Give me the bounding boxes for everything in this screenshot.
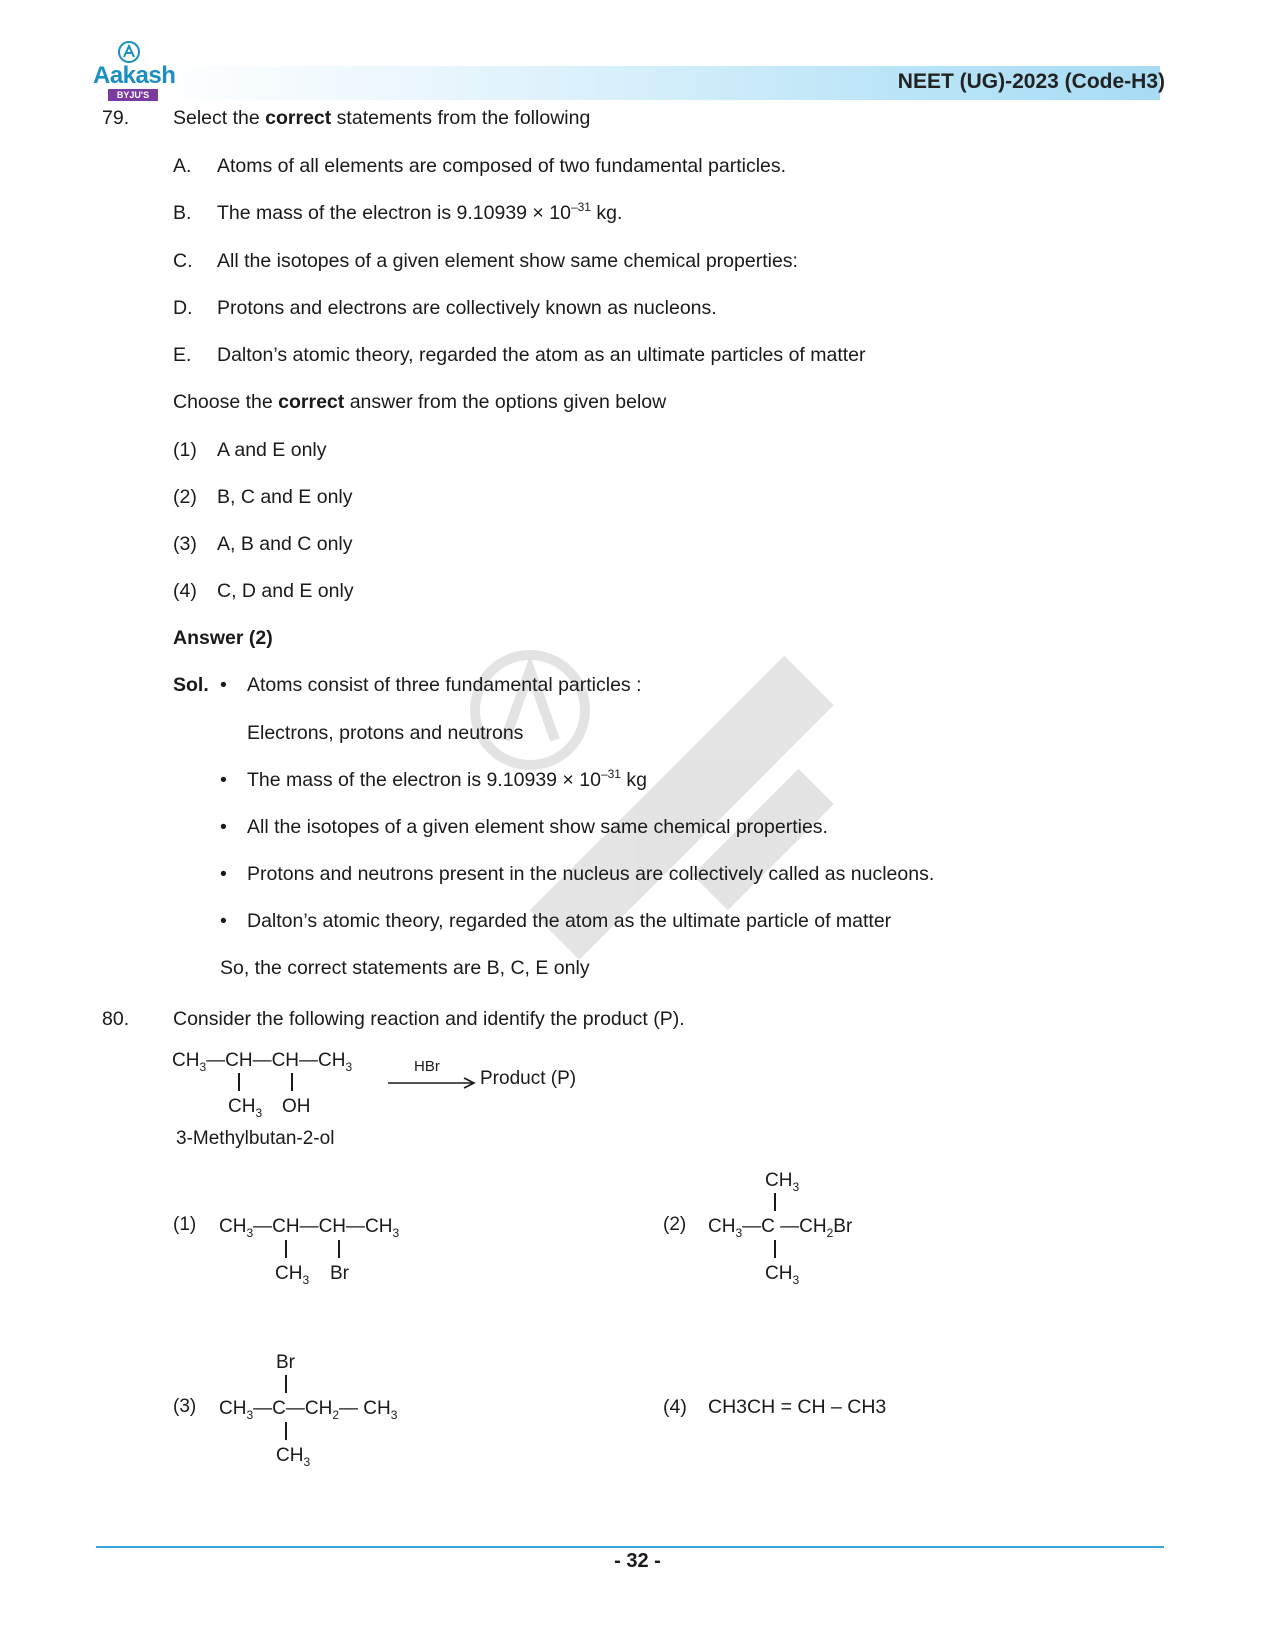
logo-badge: BYJU'S (108, 89, 158, 101)
option-label: (4) (663, 1396, 687, 1418)
solution-point: Atoms consist of three fundamental particles : (247, 674, 642, 696)
bond-line (338, 1240, 340, 1258)
logo-emblem-icon (117, 40, 141, 64)
bond-line (774, 1240, 776, 1258)
reaction-arrow-icon (388, 1077, 476, 1089)
structure-main-chain: $CH_3—C$ $—CH_2Br$ (708, 1216, 853, 1240)
option-label: (1) (173, 439, 197, 461)
solution-text-part: The mass of the electron is 9.10939 × 10 (247, 769, 601, 791)
stem-bold: correct (265, 107, 332, 129)
methyl-substituent: $CH_3$ (228, 1096, 263, 1120)
question-number: 80. (102, 1008, 130, 1030)
bottom-substituent: $CH_3$ (276, 1445, 311, 1469)
bond-line (285, 1375, 287, 1393)
statement-label: D. (173, 297, 193, 319)
statement-text: Protons and electrons are collectively known as nucleons. (217, 297, 717, 319)
reagent-label: HBr (414, 1058, 440, 1075)
statement-text: Atoms of all elements are composed of two fundamental particles. (217, 155, 787, 177)
answer: Answer (2) (173, 627, 273, 649)
top-substituent: $CH_3$ (765, 1170, 800, 1194)
statement-label: A. (173, 155, 192, 177)
statement-label: B. (173, 202, 192, 224)
option-text: C, D and E only (217, 580, 354, 602)
solution-point: Protons and neutrons present in the nucleus are collectively called as nucleons. (247, 863, 935, 885)
bullet-icon: • (220, 863, 227, 885)
statement-text-part: kg. (590, 202, 623, 224)
bullet-icon: • (220, 674, 227, 696)
option-label: (1) (173, 1214, 197, 1235)
question-stem (173, 107, 590, 130)
hydroxyl-substituent: OH (282, 1096, 311, 1117)
page-header-title: NEET (UG)-2023 (Code-H3) (897, 70, 1165, 93)
option-label: (2) (663, 1214, 687, 1235)
option-label: (3) (173, 1396, 197, 1417)
instruction-text: Choose the (173, 391, 279, 413)
bromo-substituent: Br (330, 1263, 349, 1284)
bullet-icon: • (220, 910, 227, 932)
statement-label: E. (173, 344, 192, 366)
bond-line (285, 1240, 287, 1258)
solution-text-part: kg (620, 769, 647, 791)
statement-text (217, 202, 622, 225)
option-label: (4) (173, 580, 197, 602)
product-label: Product (P) (480, 1068, 577, 1089)
statement-text: All the isotopes of a given element show same chemical properties: (217, 250, 798, 272)
exponent: –31 (570, 200, 591, 214)
option-text: A and E only (217, 439, 327, 461)
statement-text: Dalton’s atomic theory, regarded the atom as an ultimate particles of matter (217, 344, 866, 366)
solution-label: Sol. (173, 674, 209, 696)
reactant-name: 3-Methylbutan-2-ol (176, 1128, 335, 1149)
methyl-substituent: $CH_3$ (275, 1263, 310, 1287)
option-label: (3) (173, 533, 197, 555)
bond-line (238, 1073, 240, 1091)
option-text: A, B and C only (217, 533, 353, 555)
footer-divider (96, 1546, 1164, 1548)
bullet-icon: • (220, 816, 227, 838)
solution-point-continued: Electrons, protons and neutrons (247, 722, 524, 744)
instruction-bold: correct (278, 391, 345, 413)
bond-line (774, 1193, 776, 1211)
option-text: CH3CH = CH – CH3 (708, 1396, 887, 1418)
choose-instruction (173, 391, 666, 414)
structure-main-chain: $CH_3—CH—CH—CH_3$ (219, 1216, 400, 1240)
bottom-substituent: $CH_3$ (765, 1263, 800, 1287)
solution-point: Dalton’s atomic theory, regarded the atom as the ultimate particle of matter (247, 910, 892, 932)
statement-label: C. (173, 250, 193, 272)
bullet-icon: • (220, 769, 227, 791)
structure-main-chain: $CH_3—C—CH_2—$ $CH_3$ (219, 1398, 398, 1422)
option-label: (2) (173, 486, 197, 508)
instruction-text: answer from the options given below (344, 391, 667, 413)
question-number: 79. (102, 107, 130, 129)
top-substituent: Br (276, 1352, 295, 1373)
page-number: - 32 - (614, 1550, 661, 1572)
exponent: –31 (600, 767, 621, 781)
logo-text: Aakash (93, 62, 176, 89)
bond-line (291, 1073, 293, 1091)
question-stem: Consider the following reaction and identify the product (P). (173, 1008, 685, 1030)
solution-point (247, 769, 647, 792)
solution-point: All the isotopes of a given element show same chemical properties. (247, 816, 828, 838)
reactant-formula: $CH_3—CH—CH—CH_3$ (172, 1050, 353, 1074)
stem-text: statements from the following (331, 107, 591, 129)
solution-conclusion: So, the correct statements are B, C, E only (220, 957, 590, 979)
statement-text-part: The mass of the electron is 9.10939 × 10 (217, 202, 571, 224)
option-text: B, C and E only (217, 486, 353, 508)
bond-line (285, 1422, 287, 1440)
stem-text: Select the (173, 107, 266, 129)
